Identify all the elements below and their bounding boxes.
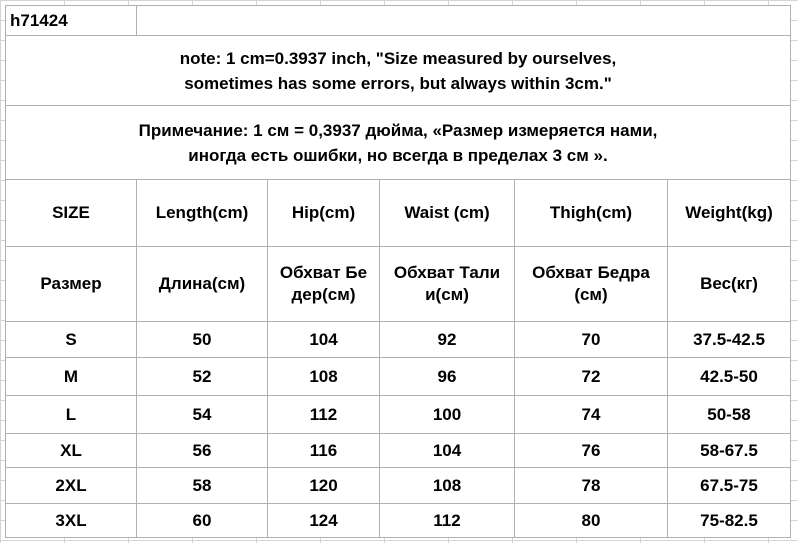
waist-cell[interactable]: 100 [380,396,515,434]
size-cell[interactable]: 3XL [6,504,137,538]
weight-cell[interactable]: 42.5-50 [668,358,791,396]
header-waist[interactable]: Waist (cm) [380,180,515,247]
length-cell[interactable]: 58 [137,468,268,504]
table-row-size-l [6,396,791,434]
length-cell[interactable]: 60 [137,504,268,538]
waist-cell[interactable]: 104 [380,434,515,468]
thigh-cell[interactable]: 76 [515,434,668,468]
header-waist-ru[interactable] [380,247,515,322]
header-length-ru-text: Длина(см) [158,274,246,293]
weight-cell[interactable]: 67.5-75 [668,468,791,504]
weight-cell[interactable]: 58-67.5 [668,434,791,468]
waist-cell[interactable]: 112 [380,504,515,538]
hip-cell[interactable]: 124 [268,504,380,538]
russian-note-line-1: Примечание: 1 см = 0,3937 дюйма, «Размер измеряется нами, [138,120,658,140]
size-cell[interactable]: 2XL [6,468,137,504]
header-length[interactable]: Length(cm) [137,180,268,247]
russian-note-line-2: иногда есть ошибки, но всегда в пределах 3 см ». [188,145,608,165]
size-cell[interactable]: S [6,322,137,358]
header-weight-ru-text: Вес(кг) [700,274,758,293]
size-cell[interactable]: XL [6,434,137,468]
table-row-size-s [6,322,791,358]
table-row-size-xl [6,434,791,468]
header-length-ru[interactable] [137,247,268,322]
product-code-cell[interactable]: h71424 [6,6,137,36]
table-row-size-m [6,358,791,396]
english-note-row [6,36,791,106]
header-weight[interactable]: Weight(kg) [668,180,791,247]
header-thigh-ru-line-2: (см) [574,285,608,304]
thigh-cell[interactable]: 72 [515,358,668,396]
waist-cell[interactable]: 96 [380,358,515,396]
thigh-cell[interactable]: 78 [515,468,668,504]
table-row-size-3xl [6,504,791,538]
thigh-cell[interactable]: 74 [515,396,668,434]
header-hip-ru-line-1: Обхват Бе [279,263,368,282]
hip-cell[interactable]: 120 [268,468,380,504]
hip-cell[interactable]: 112 [268,396,380,434]
header-row-russian [6,247,791,322]
header-hip-ru[interactable] [268,247,380,322]
length-cell[interactable]: 52 [137,358,268,396]
thigh-cell[interactable]: 80 [515,504,668,538]
header-weight-ru[interactable] [668,247,791,322]
hip-cell[interactable]: 108 [268,358,380,396]
empty-cell[interactable] [137,6,791,36]
header-waist-ru-line-1: Обхват Тали [393,263,501,282]
weight-cell[interactable]: 37.5-42.5 [668,322,791,358]
header-thigh[interactable]: Thigh(cm) [515,180,668,247]
hip-cell[interactable]: 104 [268,322,380,358]
header-size-ru[interactable] [6,247,137,322]
english-note-line-1: note: 1 cm=0.3937 inch, "Size measured by ourselves, [179,48,617,68]
header-thigh-ru[interactable] [515,247,668,322]
waist-cell[interactable]: 92 [380,322,515,358]
header-hip[interactable]: Hip(cm) [268,180,380,247]
size-chart-table [5,5,791,538]
english-note-cell[interactable] [6,36,791,106]
hip-cell[interactable]: 116 [268,434,380,468]
weight-cell[interactable]: 50-58 [668,396,791,434]
english-note-line-2: sometimes has some errors, but always within 3cm." [184,73,612,93]
length-cell[interactable]: 50 [137,322,268,358]
waist-cell[interactable]: 108 [380,468,515,504]
length-cell[interactable]: 56 [137,434,268,468]
table-row-size-2xl [6,468,791,504]
weight-cell[interactable]: 75-82.5 [668,504,791,538]
russian-note-cell[interactable] [6,106,791,180]
header-hip-ru-line-2: дер(см) [291,285,356,304]
size-cell[interactable]: M [6,358,137,396]
length-cell[interactable]: 54 [137,396,268,434]
header-size-ru-text: Размер [40,274,102,293]
header-thigh-ru-line-1: Обхват Бедра [532,263,650,282]
russian-note-row [6,106,791,180]
size-cell[interactable]: L [6,396,137,434]
code-row [6,6,791,36]
header-waist-ru-line-2: и(см) [425,285,469,304]
header-size[interactable]: SIZE [6,180,137,247]
thigh-cell[interactable]: 70 [515,322,668,358]
header-row-english [6,180,791,247]
